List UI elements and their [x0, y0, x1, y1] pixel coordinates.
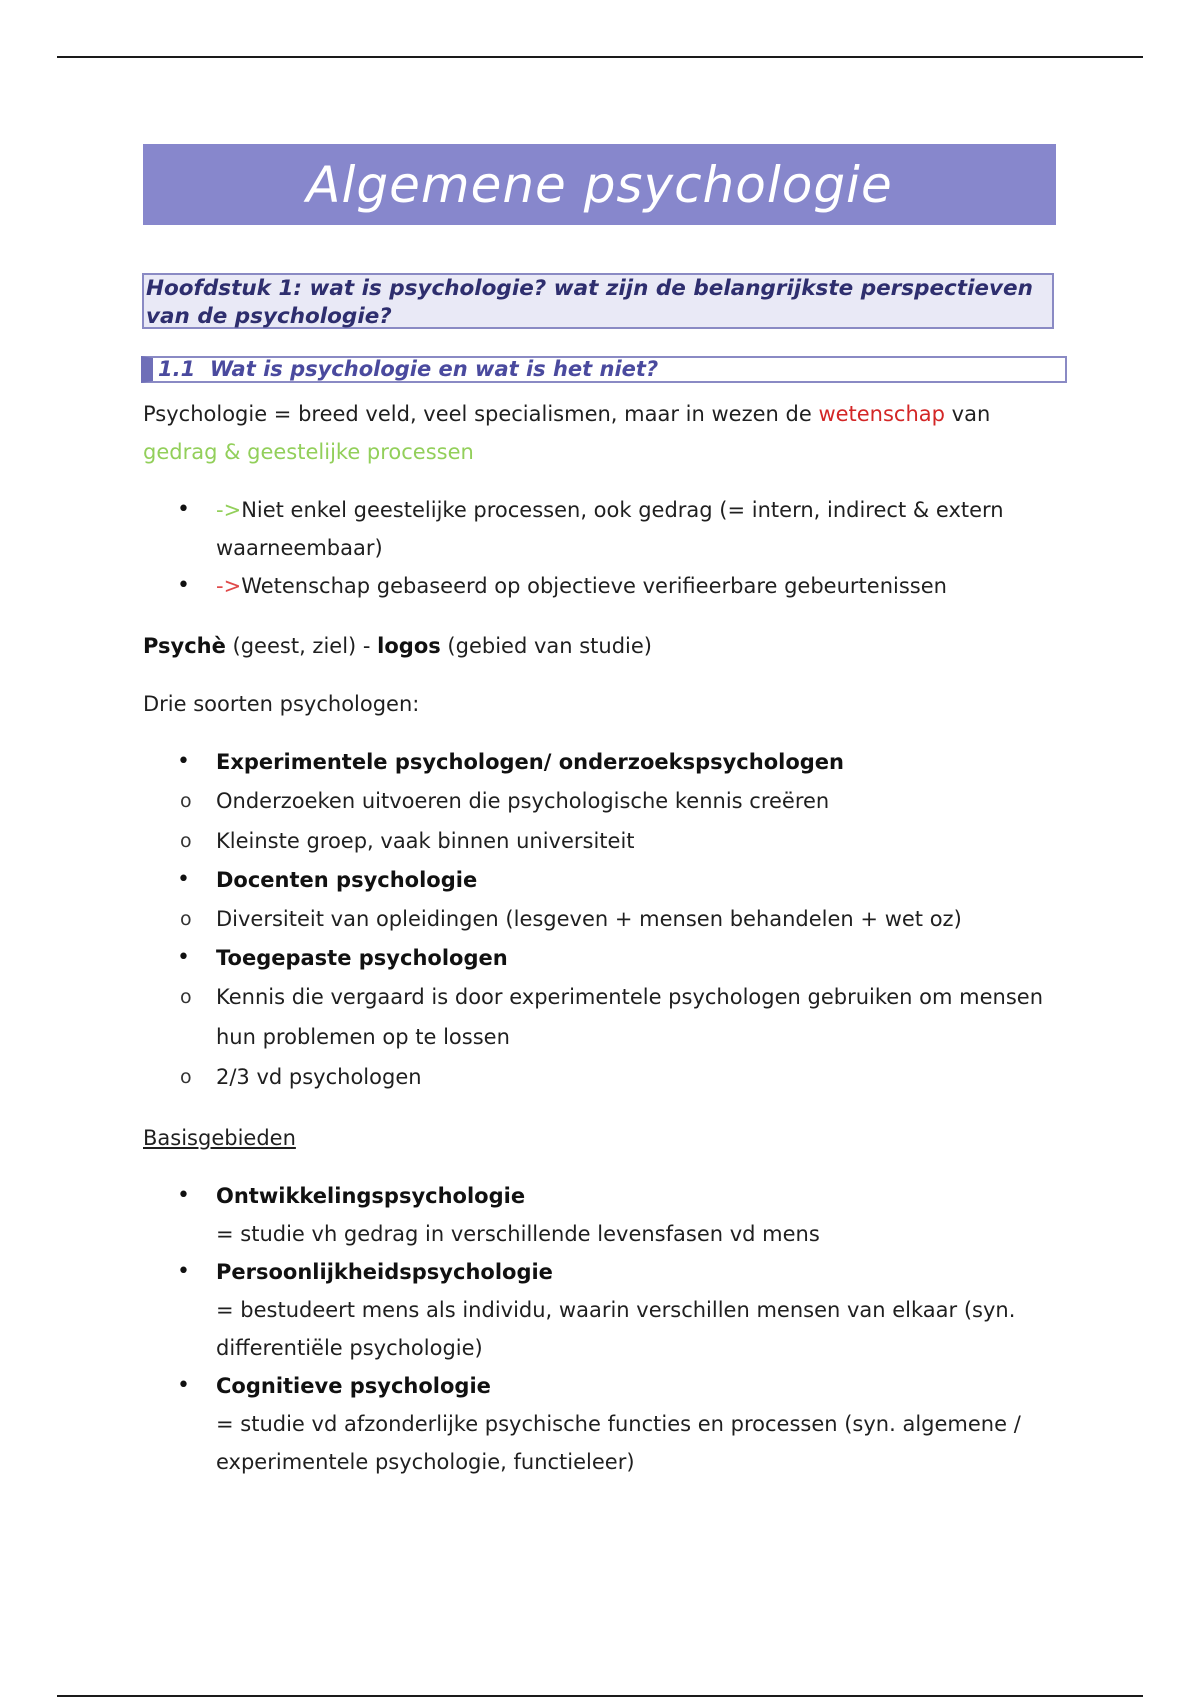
list-item-title: Docenten psychologie — [216, 868, 478, 892]
sub-list — [143, 899, 1063, 939]
list-item — [143, 1177, 1063, 1253]
definition-middle: van — [945, 402, 991, 426]
sub-list — [143, 781, 1063, 861]
definition-highlight-green: gedrag & geestelijke processen — [143, 440, 474, 464]
list-item-text: Niet enkel geestelijke processen, ook gedrag (= intern, indirect & extern waarneembaar) — [216, 498, 1004, 560]
etymology-term: logos — [377, 634, 441, 658]
list-item — [143, 1253, 1063, 1367]
list-item-title: Experimentele psychologen/ onderzoekspsychologen — [216, 750, 844, 774]
list-item — [143, 743, 1063, 861]
definition-paragraph — [143, 395, 1063, 471]
list-item-text: Wetenschap gebaseerd op objectieve verifieerbare gebeurtenissen — [241, 574, 947, 598]
arrow-marker: -> — [216, 498, 242, 522]
document-title: Algemene psychologie — [143, 144, 1056, 225]
definition-prefix: Psychologie = breed veld, veel specialismen, maar in wezen de — [143, 402, 819, 426]
list-item-title: Ontwikkelingspsychologie — [216, 1184, 526, 1208]
basis-heading: Basisgebieden — [143, 1126, 296, 1150]
etymology-paragraph — [143, 627, 1063, 665]
page-bottom-rule — [57, 1695, 1143, 1697]
list-item-title: Cognitieve psychologie — [216, 1374, 491, 1398]
list-item — [143, 491, 1063, 567]
chapter-heading: Hoofdstuk 1: wat is psychologie? wat zijn de belangrijkste perspectieven van de psychologie? — [142, 273, 1054, 329]
list-item-desc: = studie vd afzonderlijke psychische functies en processen (syn. algemene / experimentele psychologie, functieleer) — [216, 1412, 1021, 1474]
list-item-title: Toegepaste psychologen — [216, 946, 508, 970]
psychologist-types-list — [143, 743, 1063, 1097]
list-item-title: Persoonlijkheidspsychologie — [216, 1260, 553, 1284]
list-item — [143, 1367, 1063, 1481]
document-body — [143, 395, 1063, 1481]
list-item — [143, 861, 1063, 939]
sub-list-item: o Diversiteit van opleidingen (lesgeven + mensen behandelen + wet oz) — [143, 899, 1063, 939]
etymology-gloss: (gebied van studie) — [440, 634, 653, 658]
arrow-list — [143, 491, 1063, 605]
list-item-desc: = studie vh gedrag in verschillende levensfasen vd mens — [216, 1222, 820, 1246]
sub-list-item: o 2/3 vd psychologen — [143, 1057, 1063, 1097]
list-item — [143, 939, 1063, 1097]
arrow-marker: -> — [216, 574, 242, 598]
list-item-desc: = bestudeert mens als individu, waarin verschillen mensen van elkaar (syn. differentiële psychologie) — [216, 1298, 1016, 1360]
sub-list-item: o Onderzoeken uitvoeren die psychologische kennis creëren — [143, 781, 1063, 821]
sub-list-item: o Kleinste groep, vaak binnen universiteit — [143, 821, 1063, 861]
definition-highlight-red: wetenschap — [818, 402, 945, 426]
section-heading: 1.1 Wat is psychologie en wat is het niet? — [141, 356, 1067, 383]
sub-list — [143, 977, 1063, 1097]
etymology-gloss: (geest, ziel) - — [225, 634, 378, 658]
list-item — [143, 567, 1063, 605]
types-intro: Drie soorten psychologen: — [143, 692, 420, 716]
page-top-rule — [57, 56, 1143, 58]
basis-fields-list — [143, 1177, 1063, 1481]
sub-list-item: o Kennis die vergaard is door experimentele psychologen gebruiken om mensen hun problemen op te lossen — [143, 977, 1063, 1057]
etymology-term: Psychè — [143, 634, 226, 658]
